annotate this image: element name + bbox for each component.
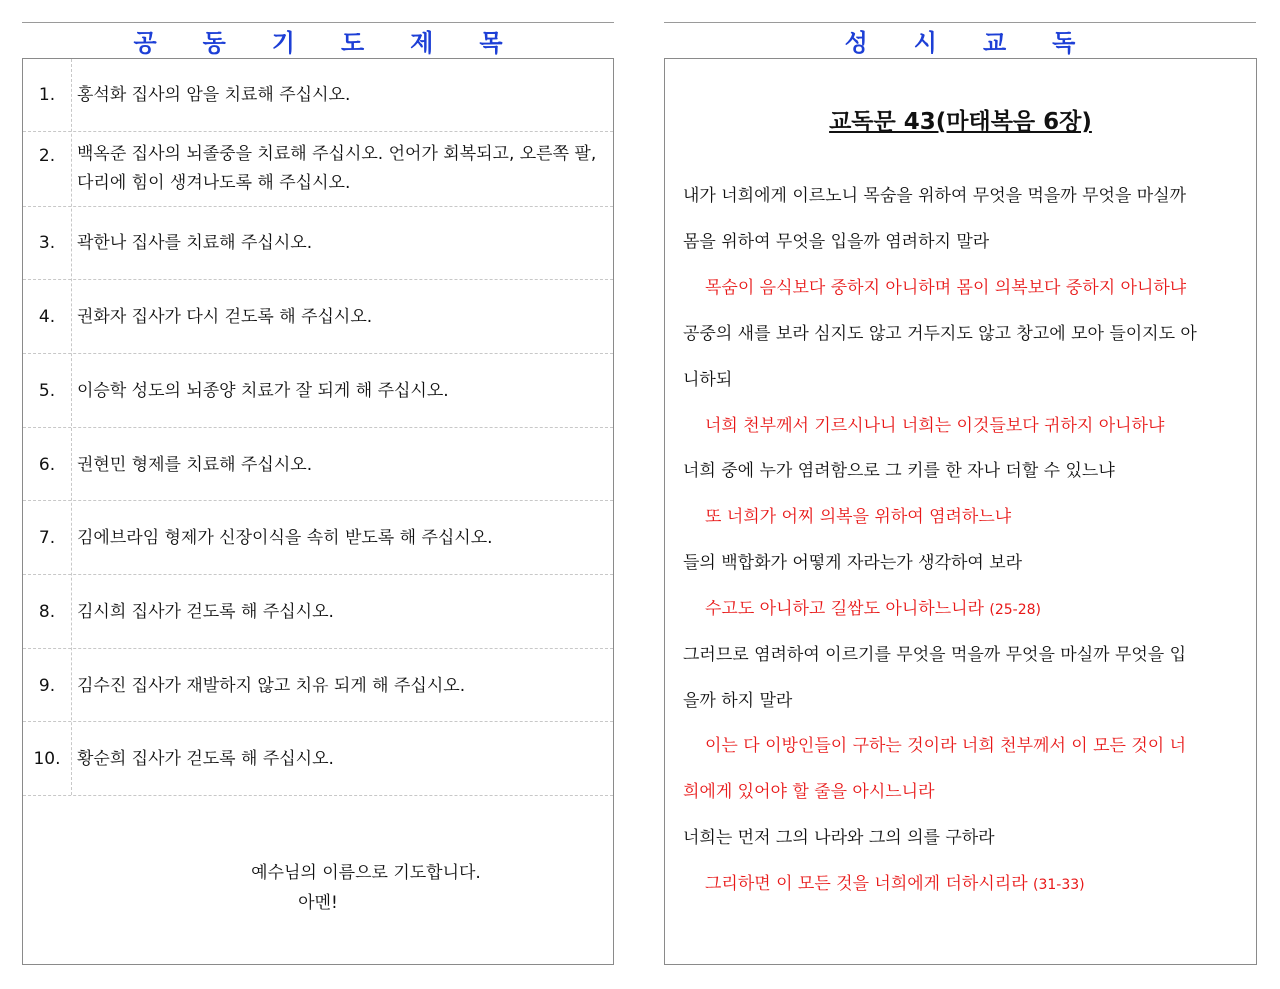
verse-reference: (31-33) xyxy=(1033,877,1085,893)
item-text: 이승학 성도의 뇌종양 치료가 잘 되게 해 주십시오. xyxy=(77,381,449,401)
item-text: 홍석화 집사의 암을 치료해 주십시오. xyxy=(77,85,351,105)
leader-line: 내가 너희에게 이르노니 목숨을 위하여 무엇을 먹을까 무엇을 마실까 xyxy=(683,186,1187,206)
item-number: 10. xyxy=(33,749,61,769)
response-line: 이는 다 이방인들이 구하는 것이라 너희 천부께서 이 모든 것이 너 xyxy=(705,736,1187,756)
leader-line: 그러므로 염려하여 이르기를 무엇을 먹을까 무엇을 마실까 무엇을 입 xyxy=(683,645,1187,665)
leader-line: 니하되 xyxy=(683,370,733,390)
item-text: 권화자 집사가 다시 걷도록 해 주십시오. xyxy=(77,307,373,327)
item-text: 황순희 집사가 걷도록 해 주십시오. xyxy=(77,749,334,769)
item-text: 김시희 집사가 걷도록 해 주십시오. xyxy=(77,602,334,622)
item-number: 6. xyxy=(38,455,56,475)
item-number: 7. xyxy=(38,528,56,548)
response-line xyxy=(705,869,1085,894)
list-item xyxy=(23,501,613,575)
response-text: 수고도 아니하고 길쌈도 아니하느니라 xyxy=(705,599,984,619)
prayer-list-heading: 공동기도제목 xyxy=(22,22,614,57)
leader-line: 을까 하지 말라 xyxy=(683,691,793,711)
list-item xyxy=(23,722,613,796)
response-line: 또 너희가 어찌 의복을 위하여 염려하느냐 xyxy=(705,507,1012,527)
verse-reference: (25-28) xyxy=(989,602,1041,618)
list-item xyxy=(23,428,613,501)
list-item xyxy=(23,280,613,354)
list-item xyxy=(23,649,613,722)
item-number: 1. xyxy=(38,85,56,105)
leader-line: 몸을 위하여 무엇을 입을까 염려하지 말라 xyxy=(683,232,990,252)
leader-line: 너희는 먼저 그의 나라와 그의 의를 구하라 xyxy=(683,828,995,848)
response-text: 그리하면 이 모든 것을 너희에게 더하시리라 xyxy=(705,874,1028,894)
leader-line: 들의 백합화가 어떻게 자라는가 생각하여 보라 xyxy=(683,553,1023,573)
list-item xyxy=(23,354,613,428)
item-text: 백옥준 집사의 뇌졸중을 치료해 주십시오. 언어가 회복되고, 오른쪽 팔, 다리에 힘이 생겨나도록 해 주십시오. xyxy=(77,144,597,193)
responsive-reading-heading: 성시교독 xyxy=(664,22,1256,57)
item-number: 8. xyxy=(38,602,56,622)
leader-line: 너희 중에 누가 염려함으로 그 키를 한 자나 더할 수 있느냐 xyxy=(683,461,1115,481)
item-text: 권현민 형제를 치료해 주십시오. xyxy=(77,455,313,475)
amen-text: 아멘! xyxy=(298,893,338,913)
response-line: 너희 천부께서 기르시나니 너희는 이것들보다 귀하지 아니하냐 xyxy=(705,416,1165,436)
item-number: 9. xyxy=(38,676,56,696)
item-number: 3. xyxy=(38,233,56,253)
list-item xyxy=(23,59,613,132)
item-text: 곽한나 집사를 치료해 주십시오. xyxy=(77,233,313,253)
item-text: 김수진 집사가 재발하지 않고 치유 되게 해 주십시오. xyxy=(77,676,466,696)
reading-title: 교독문 43(마태복음 6장) xyxy=(829,109,1092,135)
leader-line: 공중의 새를 보라 심지도 않고 거두지도 않고 창고에 모아 들이지도 아 xyxy=(683,324,1197,344)
prayer-list-panel xyxy=(22,58,614,965)
item-number: 2. xyxy=(38,146,56,166)
item-text: 김에브라임 형제가 신장이식을 속히 받도록 해 주십시오. xyxy=(77,528,493,548)
response-line: 희에게 있어야 할 줄을 아시느니라 xyxy=(683,782,935,802)
item-number: 5. xyxy=(38,381,56,401)
list-item xyxy=(23,207,613,280)
list-item xyxy=(23,132,613,207)
responsive-reading-panel xyxy=(664,58,1257,965)
list-item xyxy=(23,575,613,649)
item-number: 4. xyxy=(38,307,56,327)
response-line: 목숨이 음식보다 중하지 아니하며 몸이 의복보다 중하지 아니하냐 xyxy=(705,278,1187,298)
response-line xyxy=(705,594,1041,619)
closing-prayer: 예수님의 이름으로 기도합니다. xyxy=(251,863,481,883)
